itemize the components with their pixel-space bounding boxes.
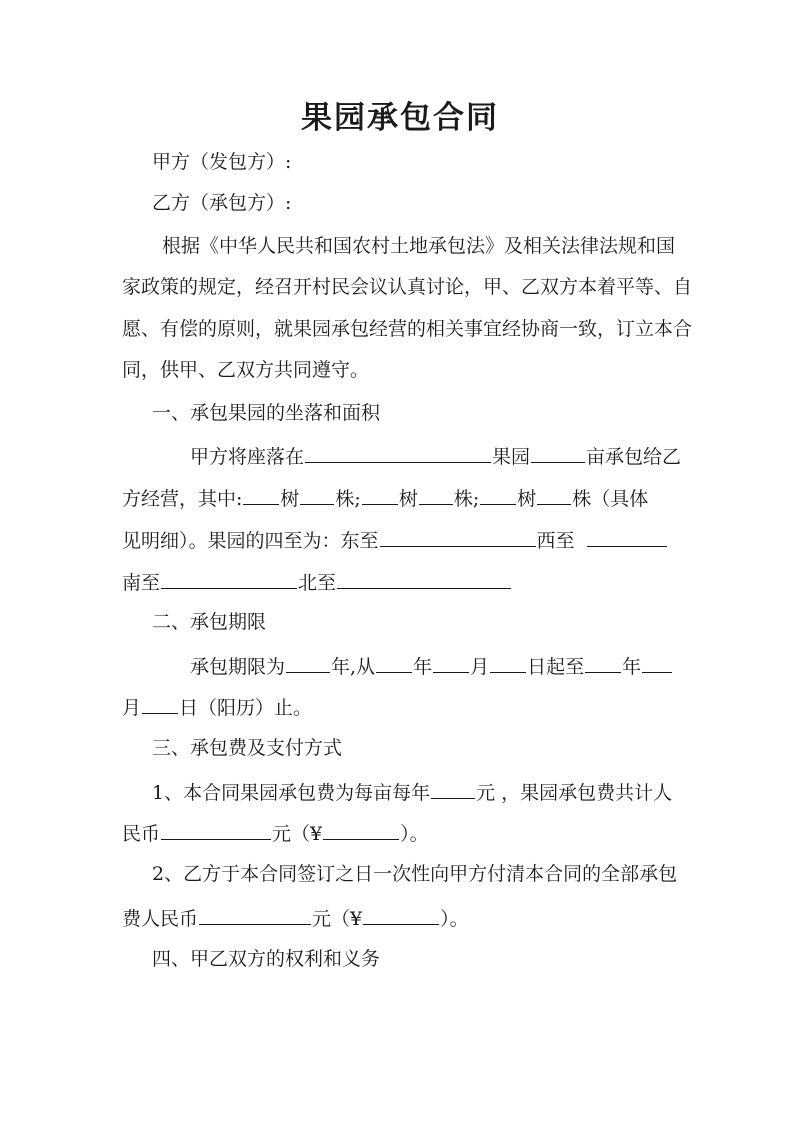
text-segment: 年,从 (331, 656, 376, 678)
section-3-item-2-line-2 (122, 903, 469, 932)
blank-tree-type-2 (362, 483, 398, 505)
blank-paid-fee-yuan (363, 903, 439, 925)
intro-line-2: 家政策的规定，经召开村民会议认真讨论，甲、乙双方本着平等、自 (122, 276, 693, 298)
text-segment: 株; (335, 488, 361, 510)
blank-total-fee-yuan (323, 818, 399, 840)
section-3-item-1-line-2 (122, 818, 429, 847)
section-3-heading: 三、承包费及支付方式 (152, 737, 343, 759)
blank-start-year (376, 651, 412, 673)
blank-tree-type-1 (243, 483, 279, 505)
blank-tree-count-2 (419, 483, 453, 505)
text-segment: 费人民币 (122, 908, 199, 930)
blank-tree-count-1 (300, 483, 334, 505)
blank-start-day (490, 651, 526, 673)
text-segment: 株; (453, 488, 480, 510)
blank-paid-fee (199, 903, 311, 925)
document-title: 果园承包合同 (301, 100, 499, 136)
text-segment: 株（具体 (572, 488, 649, 510)
intro-line-1: 根据《中华人民共和国农村土地承包法》及相关法律法规和国 (162, 235, 676, 257)
blank-location (305, 441, 491, 463)
section-2-heading: 二、承包期限 (152, 611, 267, 633)
blank-south-boundary (161, 567, 297, 589)
text-segment: 西至 (536, 530, 575, 552)
blank-tree-count-3 (537, 483, 571, 505)
text-segment: 亩承包给乙 (586, 446, 682, 468)
blank-term-years (286, 651, 330, 673)
blank-east-boundary (380, 525, 536, 547)
text-segment: 见明细）。果园的四至为：东至 (122, 530, 379, 552)
blank-end-year (585, 651, 621, 673)
party-a-line: 甲方（发包方）: (152, 151, 292, 173)
text-segment: 北至 (298, 572, 337, 594)
section-1-line-4 (122, 567, 512, 596)
section-1-line-1 (190, 441, 681, 470)
text-segment: 年 (622, 656, 642, 678)
blank-end-day (142, 692, 178, 714)
blank-north-boundary (337, 567, 511, 589)
text-segment: 方经营，其中: (122, 488, 243, 510)
text-segment: 月 (470, 656, 490, 678)
text-segment: 甲方将座落在 (190, 446, 305, 468)
text-segment: 元 ，果园承包费共计人 (476, 782, 673, 804)
intro-line-3: 愿、有偿的原则，就果园承包经营的相关事宜经协商一致，订立本合 (122, 318, 693, 340)
blank-west-boundary (587, 525, 667, 547)
blank-total-fee (161, 818, 271, 840)
section-3-item-1-line-1 (152, 777, 672, 806)
section-2-line-2 (122, 692, 312, 721)
blank-area-mu (531, 441, 585, 463)
text-segment: 民币 (122, 823, 161, 845)
text-segment: 日起至 (527, 656, 585, 678)
section-4-heading: 四、甲乙双方的权利和义务 (152, 948, 381, 970)
text-segment: ）。 (440, 908, 469, 930)
section-1-line-2 (122, 483, 648, 512)
text-segment: 果园 (492, 446, 531, 468)
section-2-line-1 (190, 651, 673, 680)
text-segment: 树 (280, 488, 300, 510)
blank-tree-type-3 (480, 483, 516, 505)
text-segment: 承包期限为 (190, 656, 286, 678)
blank-fee-per-mu (431, 777, 475, 799)
text-segment: 1、本合同果园承包费为每亩每年 (152, 782, 431, 804)
intro-line-4: 同，供甲、乙双方共同遵守。 (122, 359, 370, 381)
text-segment: 树 (517, 488, 537, 510)
party-b-line: 乙方（承包方）: (152, 192, 292, 214)
text-segment: 树 (398, 488, 418, 510)
text-segment: 南至 (122, 572, 161, 594)
text-segment: 月 (122, 697, 142, 719)
section-1-line-3 (122, 525, 668, 554)
text-segment: 年 (413, 656, 433, 678)
text-segment: 元（¥ (312, 908, 363, 930)
text-segment: 日（阳历）止。 (179, 697, 313, 719)
section-1-heading: 一、承包果园的坐落和面积 (152, 402, 381, 424)
blank-start-month (433, 651, 469, 673)
text-segment: 元（¥ (272, 823, 323, 845)
section-3-item-2-line-1: 2、乙方于本合同签订之日一次性向甲方付清本合同的全部承包 (152, 863, 678, 885)
text-segment: ）。 (400, 823, 429, 845)
blank-end-month-part (642, 651, 672, 673)
